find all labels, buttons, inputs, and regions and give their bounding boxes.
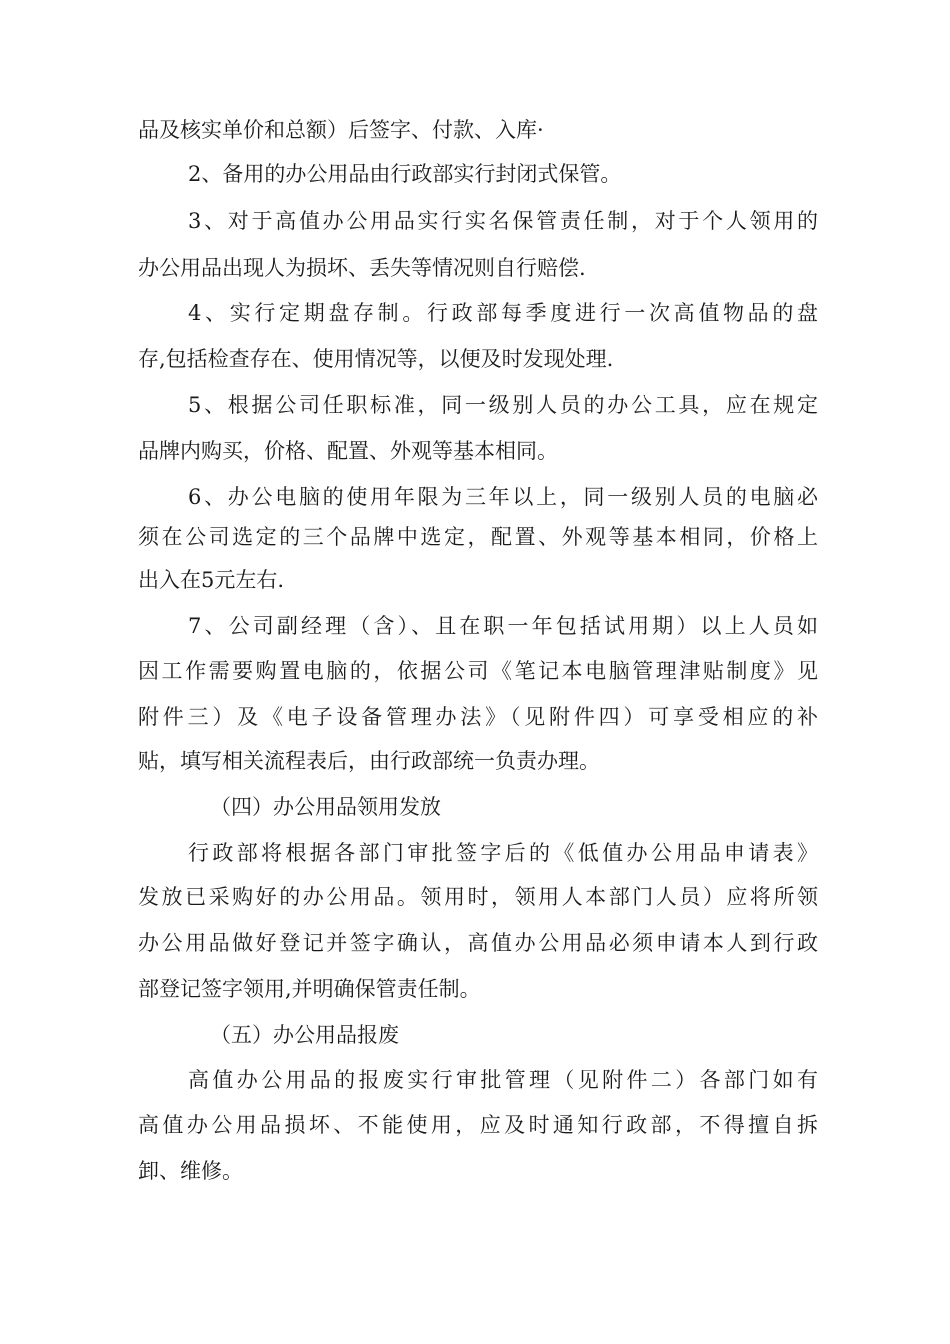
text-line: 品及核实单价和总额）后签字、付款、入库· [138, 118, 544, 142]
text-line: 品牌内购买，价格、配置、外观等基本相同。 [138, 439, 558, 463]
paragraph-start: 6、办公电脑的使用年限为三年以上，同一级别人员的电脑必 [188, 485, 818, 509]
text-line: 办公用品做好登记并签字确认，高值办公用品必须申请本人到行政 [138, 931, 818, 955]
paragraph-start: 7、公司副经理（含）、且在职一年包括试用期）以上人员如 [188, 614, 818, 638]
section-heading: （四）办公用品领用发放 [210, 795, 441, 819]
text-line: 部登记签字领用,并明确保管责任制。 [138, 977, 481, 1001]
text-line: 办公用品出现人为损坏、丢失等情况则自行赔偿. [138, 256, 586, 280]
paragraph-start: 2、备用的办公用品由行政部实行封闭式保管。 [188, 162, 622, 186]
paragraph-start: 3、对于高值办公用品实行实名保管责任制，对于个人领用的 [188, 209, 818, 233]
paragraph-start: 行政部将根据各部门审批签字后的《低值办公用品申请表》 [188, 841, 818, 865]
text-line: 卸、维修。 [138, 1159, 243, 1183]
text-line: 发放已采购好的办公用品。领用时，领用人本部门人员）应将所领 [138, 885, 818, 909]
text-line: 贴，填写相关流程表后，由行政部统一负责办理。 [138, 749, 600, 773]
text-line: 因工作需要购置电脑的，依据公司《笔记本电脑管理津贴制度》见 [138, 659, 818, 683]
paragraph-start: 5、根据公司任职标准，同一级别人员的办公工具，应在规定 [188, 393, 818, 417]
text-line: 出入在5元左右. [138, 568, 285, 592]
paragraph-start: 高值办公用品的报废实行审批管理（见附件二）各部门如有 [188, 1068, 818, 1092]
text-line: 附件三）及《电子设备管理办法》（见附件四）可享受相应的补 [138, 705, 818, 729]
paragraph-start: 4、实行定期盘存制。行政部每季度进行一次高值物品的盘 [188, 301, 818, 325]
text-line: 存,包括检查存在、使用情况等，以便及时发现处理. [138, 347, 614, 371]
text-line: 须在公司选定的三个品牌中选定，配置、外观等基本相同，价格上 [138, 525, 818, 549]
section-heading: （五）办公用品报废 [210, 1023, 399, 1047]
text-line: 高值办公用品损坏、不能使用，应及时通知行政部，不得擅自拆 [138, 1113, 818, 1137]
